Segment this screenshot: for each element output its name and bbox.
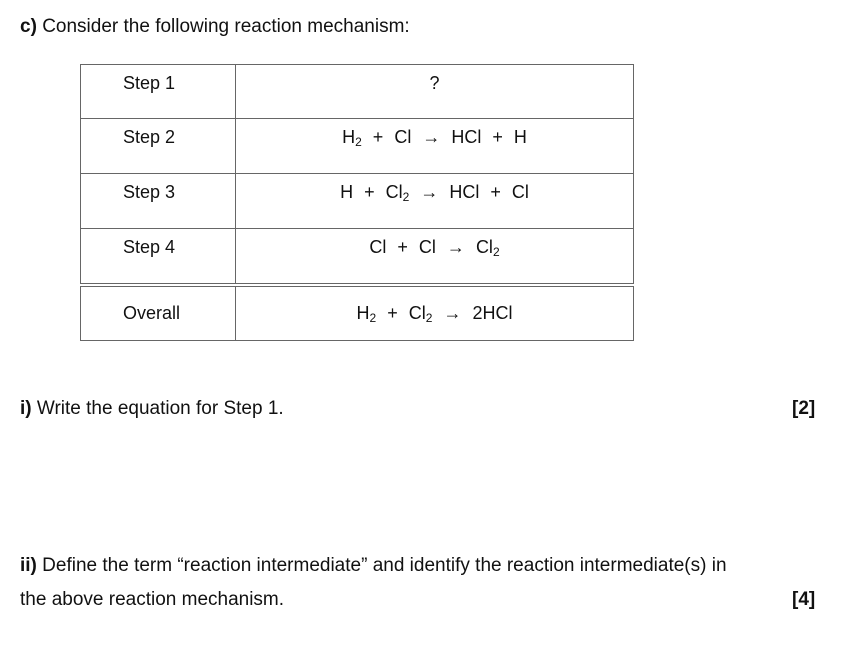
- question-ii-text-line2: the above reaction mechanism.: [20, 589, 285, 610]
- step-2-equation: $H_2 + Cl$ → HCl + H: [236, 119, 634, 174]
- question-ii: [20, 555, 727, 577]
- step-label: Step 2: [123, 127, 176, 147]
- step-label: Step 4: [123, 237, 176, 257]
- table-row: [81, 229, 634, 286]
- step-1-equation: ?: [236, 65, 634, 119]
- step-3-equation: $H + Cl_2$ → HCl + Cl: [236, 174, 634, 229]
- step-4-equation: $Cl + Cl \to Cl_2$: [236, 229, 634, 286]
- step-label: Step 3: [123, 182, 176, 202]
- section-heading-text: Consider the following reaction mechanism:: [42, 16, 410, 37]
- question-i-text: Write the equation for Step 1.: [36, 398, 284, 419]
- question-ii-marks: [4]: [792, 589, 816, 610]
- table-row: [81, 174, 634, 229]
- table-row: [81, 65, 634, 119]
- question-i-marks: [2]: [792, 398, 816, 419]
- step-label: Step 1: [123, 73, 176, 93]
- question-i-label: i): [20, 398, 32, 419]
- question-ii-label: ii): [20, 555, 37, 576]
- overall-equation: $H_2 + Cl_2 \to 2HCl$: [236, 285, 634, 341]
- question-i: [20, 398, 284, 420]
- section-label: c): [20, 16, 37, 37]
- table-row: [81, 119, 634, 174]
- step-label: Overall: [123, 303, 181, 323]
- table-row: [81, 285, 634, 341]
- section-heading: [20, 16, 410, 38]
- reaction-mechanism-table: [80, 64, 634, 341]
- question-ii-text-line1: Define the term “reaction intermediate” and identify the reaction intermediate(s) in: [42, 555, 727, 576]
